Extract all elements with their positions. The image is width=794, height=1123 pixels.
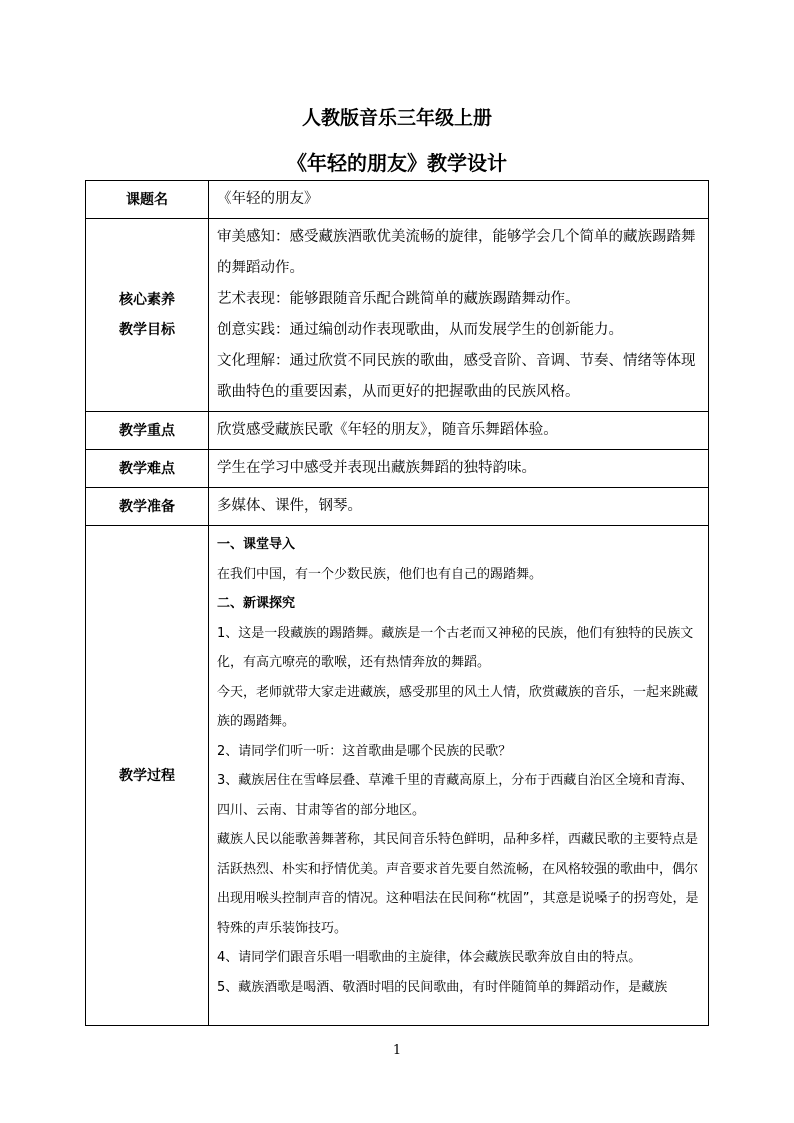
process-paragraph: 藏族人民以能歌善舞著称，其民间音乐特色鲜明，品种多样，西藏民歌的主要特点是活跃热烈、朴实和抒情优美。声音要求首先要自然流畅，在风格较强的歌曲中，偶尔出现用喉头控制声音的情况。这种唱法在民间称“枕固”，其意是说嗓子的拐弯处，是特殊的声乐装饰技巧。 — [217, 832, 699, 936]
table-row-process — [86, 526, 709, 1026]
goal-culture: 文化理解：通过欣赏不同民族的歌曲，感受音阶、音调、节奏、情绪等体现歌曲特色的重要因素，从而更好的把握歌曲的民族风格。 — [217, 353, 696, 400]
lesson-plan-table — [85, 180, 709, 1026]
document-title: 人教版音乐三年级上册 — [301, 107, 492, 129]
process-value-cell — [209, 526, 709, 1026]
goal-expression: 艺术表现：能够跟随音乐配合跳简单的藏族踢踏舞动作。 — [217, 291, 580, 307]
goal-creativity: 创意实践：通过编创动作表现歌曲，从而发展学生的创新能力。 — [217, 322, 623, 338]
table-row-topic — [86, 181, 709, 219]
table-row-difficulty — [86, 450, 709, 488]
difficulty-value: 学生在学习中感受并表现出藏族舞蹈的独特韵味。 — [209, 450, 709, 488]
key-value: 欣赏感受藏族民歌《年轻的朋友》，随音乐舞蹈体验。 — [209, 412, 709, 450]
process-paragraph: 今天，老师就带大家走进藏族，感受那里的风土人情，欣赏藏族的音乐，一起来跳藏族的踢踏舞。 — [217, 684, 699, 729]
process-heading-explore: 二、新课探究 — [217, 596, 296, 611]
key-label: 教学重点 — [86, 412, 209, 450]
process-paragraph: 2、请同学们听一听：这首歌曲是哪个民族的民歌？ — [217, 743, 512, 759]
page-number: 1 — [392, 1043, 402, 1058]
table-row-prep — [86, 488, 709, 526]
difficulty-label: 教学难点 — [86, 450, 209, 488]
process-heading-intro: 一、课堂导入 — [217, 537, 296, 552]
goal-aesthetic: 审美感知：感受藏族酒歌优美流畅的旋律，能够学会几个简单的藏族踢踏舞的舞蹈动作。 — [217, 229, 696, 276]
process-paragraph: 在我们中国，有一个少数民族，他们也有自己的踢踏舞。 — [217, 566, 543, 582]
goals-label-cell — [86, 219, 209, 412]
process-paragraph: 1、这是一段藏族的踢踏舞。藏族是一个古老而又神秘的民族，他们有独特的民族文化，有高亢嘹亮的歌喉，还有热情奔放的舞蹈。 — [217, 625, 694, 670]
table-row-goals — [86, 219, 709, 412]
document-subtitle: 《年轻的朋友》教学设计 — [287, 151, 507, 175]
goals-value-cell — [209, 219, 709, 412]
prep-value: 多媒体、课件，钢琴。 — [209, 488, 709, 526]
table-row-key — [86, 412, 709, 450]
goals-label-line2: 教学目标 — [119, 322, 175, 338]
prep-label: 教学准备 — [86, 488, 209, 526]
topic-label: 课题名 — [86, 181, 209, 219]
process-paragraph: 3、藏族居住在雪峰层叠、草滩千里的青藏高原上，分布于西藏自治区全境和青海、四川、云南、甘肃等省的部分地区。 — [217, 773, 694, 818]
goals-label-line1: 核心素养 — [119, 292, 175, 308]
topic-value: 《年轻的朋友》 — [209, 181, 709, 219]
process-paragraph: 5、藏族酒歌是喝酒、敬酒时唱的民间歌曲，有时伴随简单的舞蹈动作，是藏族 — [217, 979, 668, 995]
process-paragraph: 4、请同学们跟音乐唱一唱歌曲的主旋律，体会藏族民歌奔放自由的特点。 — [217, 950, 642, 965]
process-label: 教学过程 — [86, 526, 209, 1026]
